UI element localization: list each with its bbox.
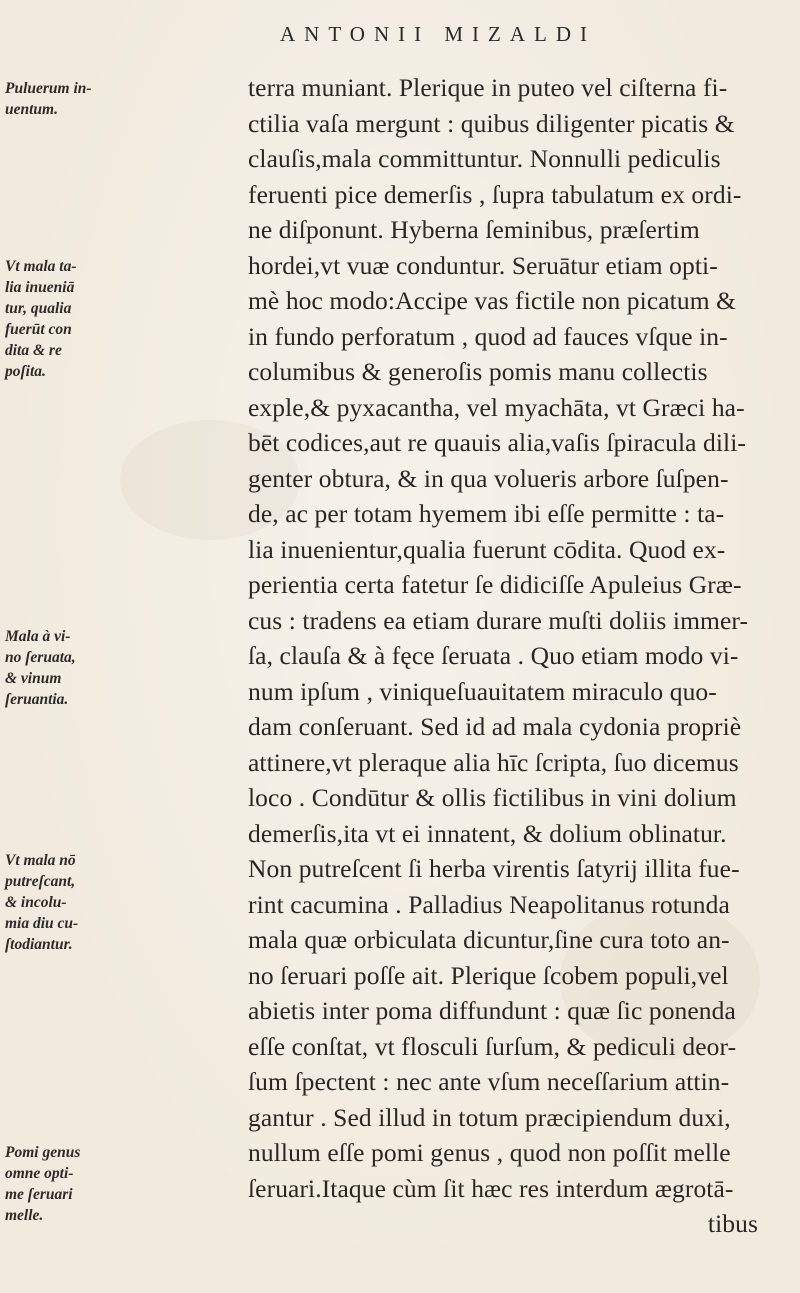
text-line: feruenti pice demerſis , ſupra tabulatum ex ordi- xyxy=(248,179,742,209)
text-line: genter obtura, & in qua volueris arbore ſuſpen- xyxy=(248,463,729,493)
text-line: cus : tradens ea etiam durare muſti doliis immer- xyxy=(248,605,749,635)
text-line: columibus & generoſis pomis manu collectis xyxy=(248,357,708,386)
text-line: mè hoc modo:Accipe vas fictile non picatum & xyxy=(248,286,737,315)
margin-note-line: fuerūt con xyxy=(5,321,72,338)
text-line: ſeruari.Itaque cùm ſit hæc res interdum ægrotā- xyxy=(248,1173,734,1203)
body-text xyxy=(248,70,768,1242)
text-line: terra muniant. Plerique in puteo vel ciſterna fi- xyxy=(248,73,728,102)
text-line: bēt codices,aut re quauis alia,vaſis ſpiracula dili- xyxy=(248,428,747,457)
margin-note-line: ſtodiantur. xyxy=(5,936,73,953)
text-line: ſum ſpectent : nec ante vſum neceſſarium attin- xyxy=(248,1067,730,1096)
margin-note-line: poſita. xyxy=(5,363,46,380)
margin-note-line: omne opti- xyxy=(5,1165,74,1182)
margin-note-line: dita & re xyxy=(5,342,62,359)
text-line: attinere,vt pleraque alia hīc ſcripta, ſuo dicemus xyxy=(248,747,739,777)
margin-note-line: tur, qualia xyxy=(5,300,72,317)
text-line: in fundo perforatum , quod ad fauces vſque in- xyxy=(248,321,728,351)
text-line: loco . Condūtur & ollis fictilibus in vini dolium xyxy=(248,783,737,812)
margin-note-line: uentum. xyxy=(5,101,58,118)
margin-note-line: ſeruantia. xyxy=(5,691,69,708)
margin-note-line: Vt mala nō xyxy=(5,852,76,869)
margin-note-line: lia inueniā xyxy=(5,279,75,296)
text-line: nullum eſſe pomi genus , quod non poſſit melle xyxy=(248,1138,731,1167)
margin-note-line: Pomi genus xyxy=(5,1144,81,1161)
text-line: perientia certa fatetur ſe didiciſſe Apuleius Græ- xyxy=(248,570,742,599)
margin-note-pomi-genus xyxy=(5,1142,120,1226)
text-line: de, ac per totam hyemem ibi eſſe permitte : ta- xyxy=(248,499,725,528)
text-line: no ſeruari poſſe ait. Plerique ſcobem populi,vel xyxy=(248,960,729,990)
margin-note-line: Mala à vi- xyxy=(5,628,71,645)
margin-note-mala-a-vino xyxy=(5,626,120,710)
text-line: demerſis,ita vt ei innatent, & dolium oblinatur. xyxy=(248,818,727,848)
text-line: clauſis,mala committuntur. Nonnulli pediculis xyxy=(248,144,721,173)
text-line: Non putreſcent ſi herba virentis ſatyrij illita fue- xyxy=(248,854,740,883)
text-line: ne diſponunt. Hyberna ſeminibus, præſertim xyxy=(248,215,700,244)
margin-note-line: & vinum xyxy=(5,670,62,687)
text-line: eſſe conſtat, vt flosculi ſurſum, & pediculi deor- xyxy=(248,1031,737,1061)
margin-note-vt-mala-talia xyxy=(5,256,120,382)
text-line: rint cacumina . Palladius Neapolitanus rotunda xyxy=(248,889,730,919)
text-line: gantur . Sed illud in totum præcipiendum duxi, xyxy=(248,1102,731,1132)
text-line: exple,& pyxacantha, vel myachāta, vt Græci ha- xyxy=(248,392,745,422)
margin-note-line: Puluerum in- xyxy=(5,80,92,97)
margin-note-line: Vt mala ta- xyxy=(5,258,77,275)
text-line: abietis inter poma diffundunt : quæ ſic ponenda xyxy=(248,996,736,1025)
margin-note-line: & incolu- xyxy=(5,894,67,911)
text-line: ſa, clauſa & à fęce ſeruata . Quo etiam modo vi- xyxy=(248,641,739,670)
margin-note-line: me ſeruari xyxy=(5,1186,73,1203)
margin-note-line: no ſeruata, xyxy=(5,649,76,666)
margin-note-vt-mala-non-putrescant xyxy=(5,850,120,955)
text-line: tibus xyxy=(707,1209,758,1238)
margin-note-line: melle. xyxy=(5,1207,44,1224)
running-head: ANTONII MIZALDI xyxy=(280,22,596,46)
margin-note-line: putreſcant, xyxy=(5,873,76,890)
margin-note-puluerum xyxy=(5,78,120,120)
text-line: hordei,vt vuæ conduntur. Seruātur etiam opti- xyxy=(248,250,718,280)
text-line: ctilia vaſa mergunt : quibus diligenter picatis & xyxy=(248,108,735,138)
text-line: dam conſeruant. Sed id ad mala cydonia propriè xyxy=(248,712,742,741)
text-line: mala quæ orbiculata dicuntur,ſine cura toto an- xyxy=(248,925,730,954)
text-line: lia inuenientur,qualia fuerunt cōdita. Quod ex- xyxy=(248,534,726,564)
text-line: num ipſum , viniqueſuauitatem miraculo quo- xyxy=(248,676,717,706)
margin-note-line: mia diu cu- xyxy=(5,915,79,932)
